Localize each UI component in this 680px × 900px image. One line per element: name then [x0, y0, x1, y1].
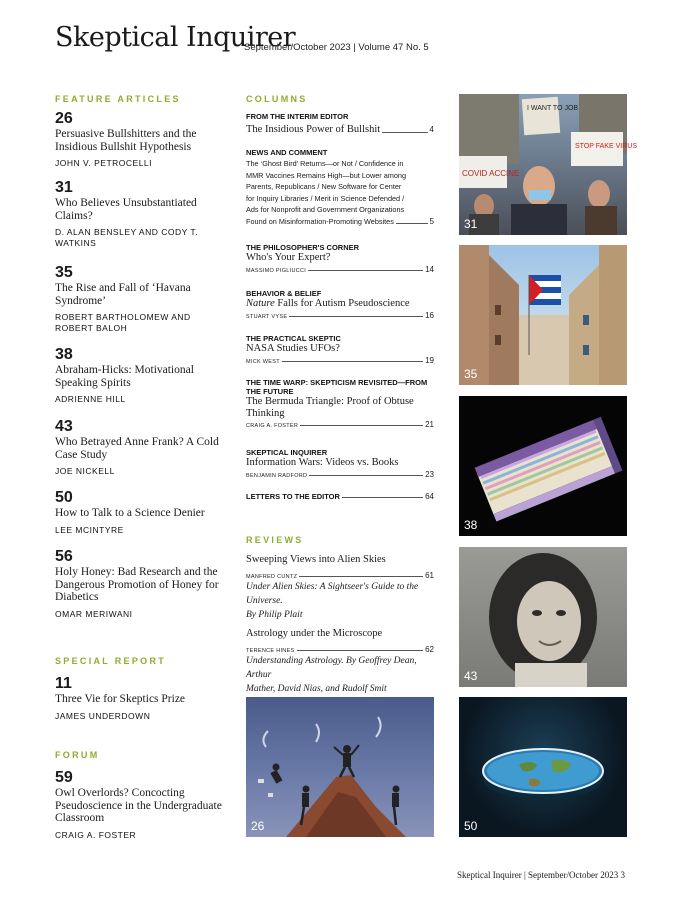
page-number: 19 [425, 355, 434, 365]
feature-articles-heading: FEATURE ARTICLES [55, 94, 181, 104]
review-title: Sweeping Views into Alien Skies [246, 554, 386, 565]
review-item[interactable] [246, 628, 434, 696]
article-title: Who Believes Unsubstantiated Claims? [55, 197, 197, 222]
magazine-title: Skeptical Inquirer [55, 22, 296, 53]
protest-sign-text: COVID ACCINE [462, 169, 520, 178]
article-author: ROBERT BARTHOLOMEW AND ROBERT BALOH [55, 312, 191, 333]
column-news-comment[interactable] [246, 148, 434, 227]
column-head: THE TIME WARP: SKEPTICISM REVISITED—FROM THE FUTURE [246, 378, 428, 396]
article-title: Who Betrayed Anne Frank? A Cold Case Study [55, 436, 219, 461]
protest-sign-text: I WANT TO JOB [527, 105, 579, 112]
page-number: 56 [55, 548, 73, 565]
portrait-illustration [459, 547, 627, 687]
page-number: 4 [429, 125, 434, 134]
column-interim-editor[interactable] [246, 112, 434, 136]
article-title: The Rise and Fall of ‘Havana Syndrome’ [55, 282, 191, 307]
page-number: 26 [55, 110, 73, 127]
column-skeptical-inquiree[interactable] [246, 448, 434, 479]
news-list: The ‘Ghost Bird’ Returns—or Not / Confidence in MMR Vaccines Remains High—but Lower among Parents, Republicans / New Software for Center for Inquiry Libraries / Merit in Science Defended / Ads for Nonprofit and Government Organizations Found on Misinformation-Promoting Websites 5 [246, 159, 434, 226]
page-number: 50 [55, 489, 73, 506]
issue-info: September/October 2023 | Volume 47 No. 5 [244, 42, 429, 53]
page-number: 5 [429, 216, 434, 226]
page-number: 31 [55, 179, 73, 196]
book-illustration [459, 396, 627, 536]
column-author: CRAIG A. FOSTER [246, 423, 299, 429]
photo-page-label: 43 [464, 669, 478, 683]
page-number: 64 [425, 492, 434, 501]
review-item[interactable] [246, 554, 434, 622]
review-book-line: Understanding Astrology. By Geoffrey Dean, Arthur [246, 656, 417, 680]
column-author: BENJAMIN RADFORD [246, 472, 308, 479]
article-title: Persuasive Bullshitters and the Insidious Bullshit Hypothesis [55, 128, 197, 153]
page-number: 23 [425, 469, 434, 479]
article-author: JOE NICKELL [55, 466, 115, 476]
photo-page-label: 35 [464, 367, 478, 381]
protest-illustration [459, 94, 637, 235]
article-title: Three Vie for Skeptics Prize [55, 693, 186, 705]
column-head: THE PHILOSOPHER'S CORNER [246, 243, 360, 252]
column-author: MICK WEST [246, 358, 280, 365]
column-title: Who's Your Expert? [246, 252, 331, 263]
column-letters[interactable] [246, 491, 434, 501]
page-number: 62 [425, 645, 434, 654]
review-author: MANFRED CUNTZ [246, 574, 298, 580]
feature-item[interactable] [55, 180, 225, 248]
article-author: JOHN V. PETROCELLI [55, 158, 153, 168]
feature-item[interactable] [55, 111, 225, 169]
photo-havana-street[interactable] [459, 245, 627, 385]
review-book-author: By Philip Plait [246, 610, 303, 620]
reviews-heading: REVIEWS [246, 535, 304, 545]
photo-book[interactable] [459, 396, 627, 536]
article-title: Abraham-Hicks: Motivational Speaking Spirits [55, 364, 194, 389]
flat-earth-illustration [459, 697, 627, 837]
article-author: ADRIENNE HILL [55, 394, 126, 404]
photo-page-label: 26 [251, 819, 265, 833]
column-practical-skeptic[interactable] [246, 334, 434, 365]
feature-item[interactable] [55, 347, 225, 405]
column-title: NASA Studies UFOs? [246, 343, 340, 354]
article-author: LEE MCINTYRE [55, 524, 124, 535]
page-number: 59 [55, 769, 73, 786]
review-book-authors: Mather, David Nias, and Rudolf Smit [246, 684, 387, 694]
special-report-heading: SPECIAL REPORT [55, 656, 167, 666]
page-number: 61 [425, 571, 434, 580]
column-author: STUART VYSE [246, 313, 288, 320]
article-author: JAMES UNDERDOWN [55, 710, 151, 721]
columns-heading: COLUMNS [246, 94, 308, 104]
column-title-line: The Bermuda Triangle: Proof of Obtuse [246, 396, 414, 407]
article-title: How to Talk to a Science Denier [55, 507, 205, 519]
column-head: NEWS AND COMMENT [246, 148, 328, 157]
photo-businessmen-mountain[interactable] [246, 697, 434, 837]
feature-item[interactable] [55, 549, 225, 619]
page-footer: Skeptical Inquirer | September/October 2023 3 [456, 870, 625, 880]
column-time-warp[interactable] [246, 378, 434, 429]
page-number: 43 [55, 418, 73, 435]
page-number: 16 [425, 310, 434, 320]
havana-illustration [459, 245, 627, 385]
photo-page-label: 31 [464, 217, 478, 231]
feature-item[interactable] [55, 490, 225, 535]
photo-page-label: 50 [464, 819, 478, 833]
article-author: OMAR MERIWANI [55, 608, 133, 619]
column-head: BEHAVIOR & BELIEF [246, 289, 322, 298]
column-title-line: Thinking [246, 407, 285, 419]
column-title: Nature Falls for Autism Pseudoscience [246, 298, 410, 309]
forum-item[interactable] [55, 770, 225, 840]
forum-heading: FORUM [55, 750, 100, 760]
article-title: Owl Overlords? Concocting Pseudoscience in the Undergraduate Classroom [55, 787, 222, 824]
column-head: SKEPTICAL INQUIRER [246, 448, 328, 457]
page-number: 38 [55, 346, 73, 363]
review-title: Astrology under the Microscope [246, 628, 383, 639]
review-book: Under Alien Skies: A Sightseer's Guide to the Universe. [246, 582, 419, 606]
feature-item[interactable] [55, 419, 225, 477]
column-head: LETTERS TO THE EDITOR [246, 492, 340, 501]
page-number: 14 [425, 264, 434, 274]
photo-flat-earth[interactable] [459, 697, 627, 837]
photo-protest[interactable] [459, 94, 637, 235]
mountain-illustration [246, 697, 434, 837]
column-author: MASSIMO PIGLIUCCI [246, 267, 307, 274]
column-head: THE PRACTICAL SKEPTIC [246, 334, 341, 343]
review-author: TERENCE HINES [246, 648, 295, 654]
column-title: Information Wars: Videos vs. Books [246, 457, 399, 468]
article-title: Holy Honey: Bad Research and the Dangerous Promotion of Honey for Diabetics [55, 566, 219, 603]
protest-sign-text: STOP FAKE VIRUS [575, 143, 637, 150]
photo-page-label: 38 [464, 518, 478, 532]
page-number: 11 [55, 675, 72, 692]
article-author: CRAIG A. FOSTER [55, 829, 137, 840]
page-number: 21 [425, 420, 434, 429]
column-title: The Insidious Power of Bullshit [246, 124, 381, 135]
column-behavior-belief[interactable] [246, 289, 434, 320]
feature-item[interactable] [55, 265, 225, 333]
column-philosophers-corner[interactable] [246, 243, 434, 274]
photo-anne-frank[interactable] [459, 547, 627, 687]
page-number: 35 [55, 264, 73, 281]
special-report-item[interactable] [55, 676, 225, 721]
article-author: D. ALAN BENSLEY AND CODY T. WATKINS [55, 227, 198, 248]
column-head: FROM THE INTERIM EDITOR [246, 112, 349, 121]
